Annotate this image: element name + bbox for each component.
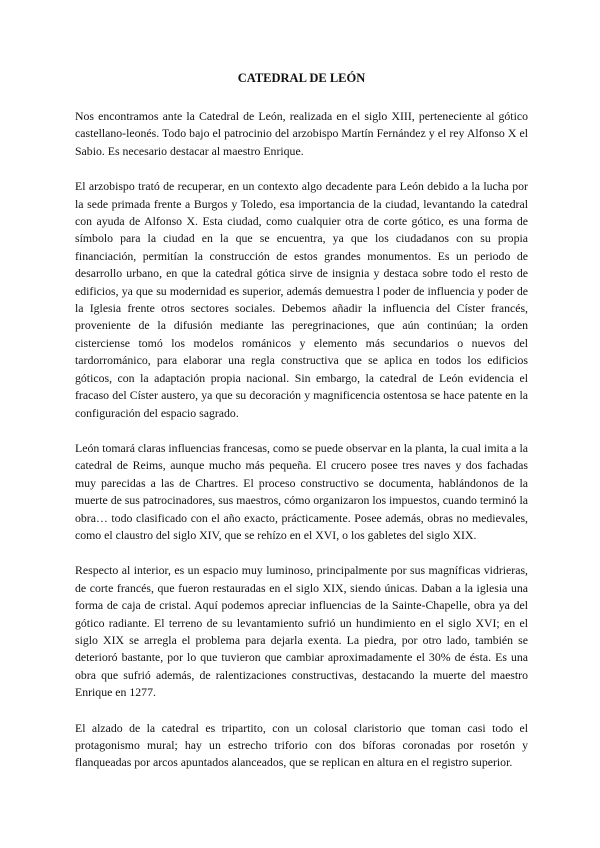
paragraph-influences: León tomará claras influencias francesas, como se puede observar en la planta, la cual imita a la catedral de Reims, aunque mucho más pequeña. El crucero posee tres naves y dos fachadas muy parecidas a las de Chartres. El proceso constructivo se documenta, hablándonos de la muerte de sus patrocinadores, sus maestros, cómo organizaron los impuestos, cuando terminó la obra… todo clasificado con el año exacto, prácticamente. Posee además, obras no medievales, como el claustro del siglo XIV, que se rehízo en el XVI, o los gabletes del siglo XIX. [75, 440, 528, 542]
paragraph-interior: Respecto al interior, es un espacio muy luminoso, principalmente por sus magníficas vidrieras, de corte francés, que fueron restauradas en el siglo XIX, siendo únicas. Daban a la iglesia una forma de caja de cristal. Aquí podemos apreciar influencias de la Sainte-Chapelle, obra ya del gótico radiante. El terreno de su levantamiento sufrió un hundimiento en el siglo XVI; en el siglo XIX se arregla el problema para dejarla exenta. La piedra, por otro lado, también se deterioró bastante, por lo que tuvieron que cambiar aproximadamente el 30% de ésta. Es una obra que sufrió además, de ralentizaciones constructivas, destacando la muerte del maestro Enrique en 1277. [75, 563, 528, 700]
paragraph-context: El arzobispo trató de recuperar, en un contexto algo decadente para León debido a la lucha por la sede primada frente a Burgos y Toledo, esa importancia de la ciudad, levantando la catedral con ayuda de Alfonso X. Esta ciudad, como cualquier otra de corte gótico, es una forma de símbolo para la ciudad en la que se encuentra, ya que los ciudadanos con su propia financiación, permitían la construcción de estos grandes monumentos. Es un periodo de desarrollo urbano, en que la catedral gótica sirve de insignia y destaca sobre todo el resto de edificios, ya que su modernidad es superior, además demuestra l poder de influencia y poder de la Iglesia frente otros sectores sociales. Debemos añadir la influencia del Císter francés, proveniente de la difusión mediante las peregrinaciones, que aún continúan; la orden cisterciense tomó los modelos románicos y elemento más secundarios o nuevos del tardorrománico, para elaborar una regla constructiva que se aplica en todos los edificios góticos, con la adaptación propia nacional. Sin embargo, la catedral de León evidencia el fracaso del Císter austero, ya que su decoración y magnificencia ostentosa se hace patente en la configuración del espacio sagrado. [75, 179, 528, 420]
paragraph-elevation: El alzado de la catedral es tripartito, con un colosal claristorio que toman casi todo el protagonismo mural; hay un estrecho triforio con dos bíforas coronadas por rosetón y flanqueadas por arcos apuntados alanceados, que se replican en altura en el registro superior. [75, 720, 528, 770]
document-title: CATEDRAL DE LEÓN [237, 71, 366, 85]
paragraph-intro: Nos encontramos ante la Catedral de León, realizada en el siglo XIII, perteneciente al gótico castellano-leonés. Todo bajo el patrocinio del arzobispo Martín Fernández y el rey Alfonso X el Sabio. Es necesario destacar al maestro Enrique. [75, 109, 528, 158]
